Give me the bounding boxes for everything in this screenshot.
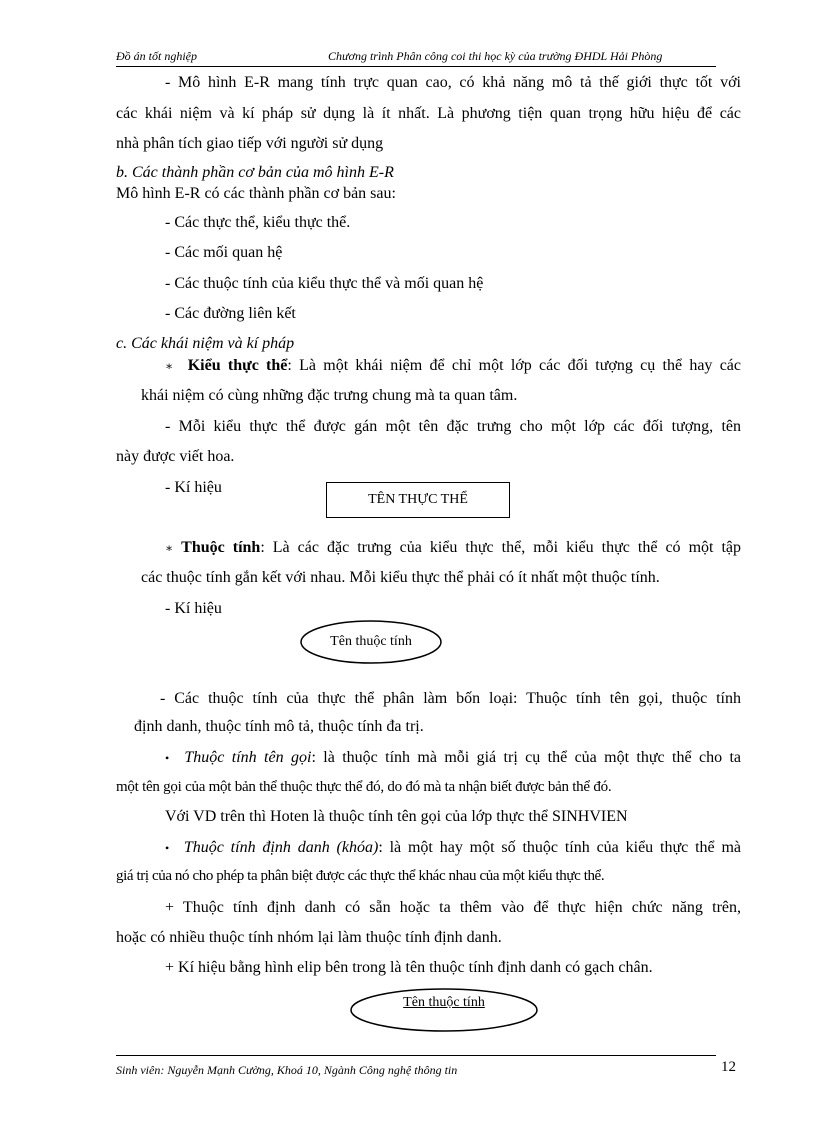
bullet-icon: • [165, 841, 170, 855]
kieu-thuc-the-line1 [165, 357, 741, 375]
heading-c: c. Các khái niệm và kí pháp [116, 335, 295, 352]
dinh-danh-def: : là một hay một số thuộc tính của kiểu thực thể mà [378, 839, 742, 856]
footer-divider [116, 1055, 716, 1056]
dinh-danh-term: Thuộc tính định danh (khóa) [183, 839, 379, 856]
entity-rectangle-label: TÊN THỰC THỂ [368, 492, 468, 507]
list-item: - Các đường liên kết [165, 305, 296, 322]
kieu-thuc-the-line2: khái niệm có cùng những đặc trưng chung mà ta quan tâm. [141, 387, 518, 404]
kieu-thuc-the-def: : Là một khái niệm để chỉ một lớp các đối tượng cụ thể hay các [287, 357, 742, 374]
page-number: 12 [721, 1059, 736, 1075]
header-right: Chương trình Phân công coi thi học kỳ của trường ĐHDL Hải Phòng [328, 49, 663, 63]
star-bullet: ∗ [165, 541, 174, 555]
moi-kieu-line1: - Mỗi kiểu thực thể được gán một tên đặc trưng cho một lớp các đối tượng, tên [165, 418, 741, 435]
four-types-line1: - Các thuộc tính của thực thể phân làm bốn loại: Thuộc tính tên gọi, thuộc tính [160, 690, 741, 707]
dinh-danh-line2: giá trị của nó cho phép ta phân biệt được các thực thể khác nhau của một kiểu thực thể. [116, 868, 605, 884]
dinh-danh-line1 [165, 839, 741, 857]
header-divider [116, 66, 716, 67]
thuoc-tinh-term: Thuộc tính [181, 539, 261, 556]
attribute-ellipse [299, 619, 443, 665]
ten-goi-line2: một tên gọi của một bản thể thuộc thực thể đó, do đó mà ta nhận biết được bản thể đó. [116, 779, 612, 795]
attribute-ellipse-label: Tên thuộc tính [330, 634, 412, 649]
list-item: - Các mối quan hệ [165, 244, 283, 261]
p2: Mô hình E-R có các thành phần cơ bản sau: [116, 185, 396, 202]
list-item: - Các thuộc tính của kiểu thực thể và mối quan hệ [165, 275, 484, 292]
list-item: - Các thực thể, kiểu thực thể. [165, 214, 351, 231]
ki-hieu-label-2: - Kí hiệu [165, 600, 222, 617]
vd-line: Với VD trên thì Hoten là thuộc tính tên gọi của lớp thực thể SINHVIEN [165, 808, 628, 825]
ten-goi-def: : là thuộc tính mà mỗi giá trị cụ thể của một thực thể cho ta [311, 749, 741, 766]
ki-hieu-label-1: - Kí hiệu [165, 479, 222, 496]
thuoc-tinh-line1 [165, 539, 741, 557]
star-bullet: ∗ [165, 359, 174, 373]
ten-goi-line1 [165, 749, 741, 767]
thuoc-tinh-line2: các thuộc tính gắn kết với nhau. Mỗi kiểu thực thể phải có ít nhất một thuộc tính. [141, 569, 660, 586]
bullet-icon: • [165, 751, 170, 765]
p1-line2: các khái niệm và kí pháp sử dụng là ít nhất. Là phương tiện quan trọng hữu hiệu để các [116, 105, 741, 122]
plus2-line: + Kí hiệu bằng hình elip bên trong là tên thuộc tính định danh có gạch chân. [165, 959, 653, 976]
four-types-line2: định danh, thuộc tính mô tả, thuộc tính đa trị. [134, 718, 424, 735]
moi-kieu-line2: này được viết hoa. [116, 448, 235, 465]
ten-goi-term: Thuộc tính tên gọi [184, 749, 312, 766]
plus1-line2: hoặc có nhiều thuộc tính nhóm lại làm thuộc tính định danh. [116, 929, 502, 946]
heading-b: b. Các thành phần cơ bản của mô hình E-R [116, 164, 394, 181]
plus1-line1: + Thuộc tính định danh có sẵn hoặc ta thêm vào để thực hiện chức năng trên, [165, 899, 741, 916]
entity-rectangle [326, 482, 510, 518]
footer-text: Sinh viên: Nguyễn Mạnh Cường, Khoá 10, Ngành Công nghệ thông tin [116, 1063, 458, 1077]
header-left: Đồ án tốt nghiệp [116, 49, 197, 63]
p1-line3: nhà phân tích giao tiếp với người sử dụng [116, 135, 384, 152]
p1-line1: - Mô hình E-R mang tính trực quan cao, có khả năng mô tả thế giới thực tốt với [165, 74, 741, 91]
key-attribute-label: Tên thuộc tính [403, 995, 485, 1010]
key-attribute-ellipse [349, 987, 539, 1033]
thuoc-tinh-def: : Là các đặc trưng của kiểu thực thể, mỗi kiểu thực thể có một tập [260, 539, 742, 556]
kieu-thuc-the-term: Kiểu thực thể [187, 357, 288, 374]
